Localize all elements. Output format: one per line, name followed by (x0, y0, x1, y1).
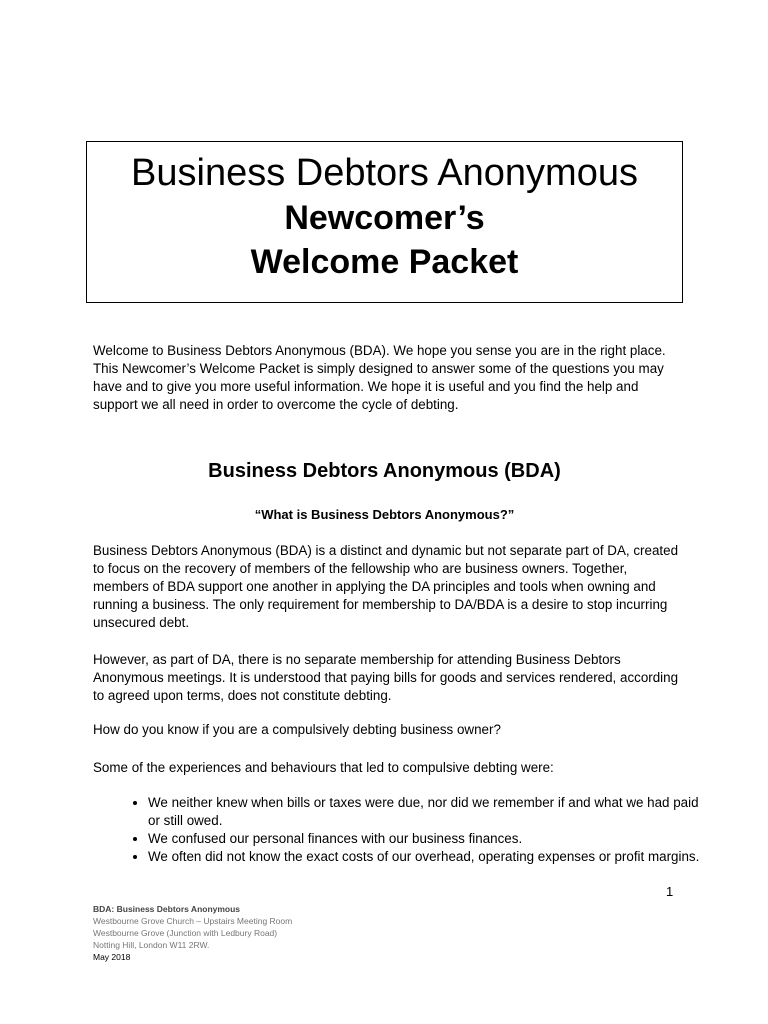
section-heading: Business Debtors Anonymous (BDA) (208, 460, 561, 482)
footer-address-line: Westbourne Grove Church – Upstairs Meeting Room (93, 916, 293, 926)
footer-title: BDA: Business Debtors Anonymous (93, 904, 241, 914)
footer (93, 903, 292, 963)
section-subheading: “What is Business Debtors Anonymous?” (254, 507, 515, 522)
footer-date: May 2018 (93, 952, 131, 962)
bda-description-paragraph: Business Debtors Anonymous (BDA) is a distinct and dynamic but not separate part of DA, created to focus on the recovery of members of the fellowship who are business owners. Together, members of BDA support one another in applying the DA principles and tools when owning and running a business. The only requirement for membership to DA/BDA is a desire to stop incurring unsecured debt. (93, 543, 679, 630)
lead-paragraph: Some of the experiences and behaviours that led to compulsive debting were: (93, 760, 554, 775)
list-item: • We often did not know the exact costs of our overhead, operating expenses or profit margins. (148, 848, 708, 866)
intro-paragraph: Welcome to Business Debtors Anonymous (BDA). We hope you sense you are in the right place. This Newcomer’s Welcome Packet is simply designed to answer some of the questions you may have and to give you more useful information. We hope it is useful and you find the help and support we all need in order to overcome the cycle of debting. (93, 343, 666, 412)
footer-address-line: Notting Hill, London W11 2RW. (93, 940, 210, 950)
list-item: • We neither knew when bills or taxes were due, nor did we remember if and what we had paid or still owed. (148, 794, 708, 830)
document-subtitle-line2: Welcome Packet (250, 243, 519, 281)
page-number: 1 (666, 884, 674, 899)
membership-paragraph: However, as part of DA, there is no separate membership for attending Business Debtors Anonymous meetings. It is understood that paying bills for goods and services rendered, according to agreed upon terms, does not constitute debting. (93, 652, 679, 703)
footer-address-line: Westbourne Grove (Junction with Ledbury Road) (93, 928, 278, 938)
document-title: Business Debtors Anonymous (131, 152, 638, 194)
question-paragraph: How do you know if you are a compulsively debting business owner? (93, 722, 501, 737)
list-item: • We confused our personal finances with our business finances. (148, 830, 708, 848)
experiences-list (93, 794, 708, 866)
title-box (86, 141, 683, 303)
document-subtitle-line1: Newcomer’s (284, 199, 485, 237)
